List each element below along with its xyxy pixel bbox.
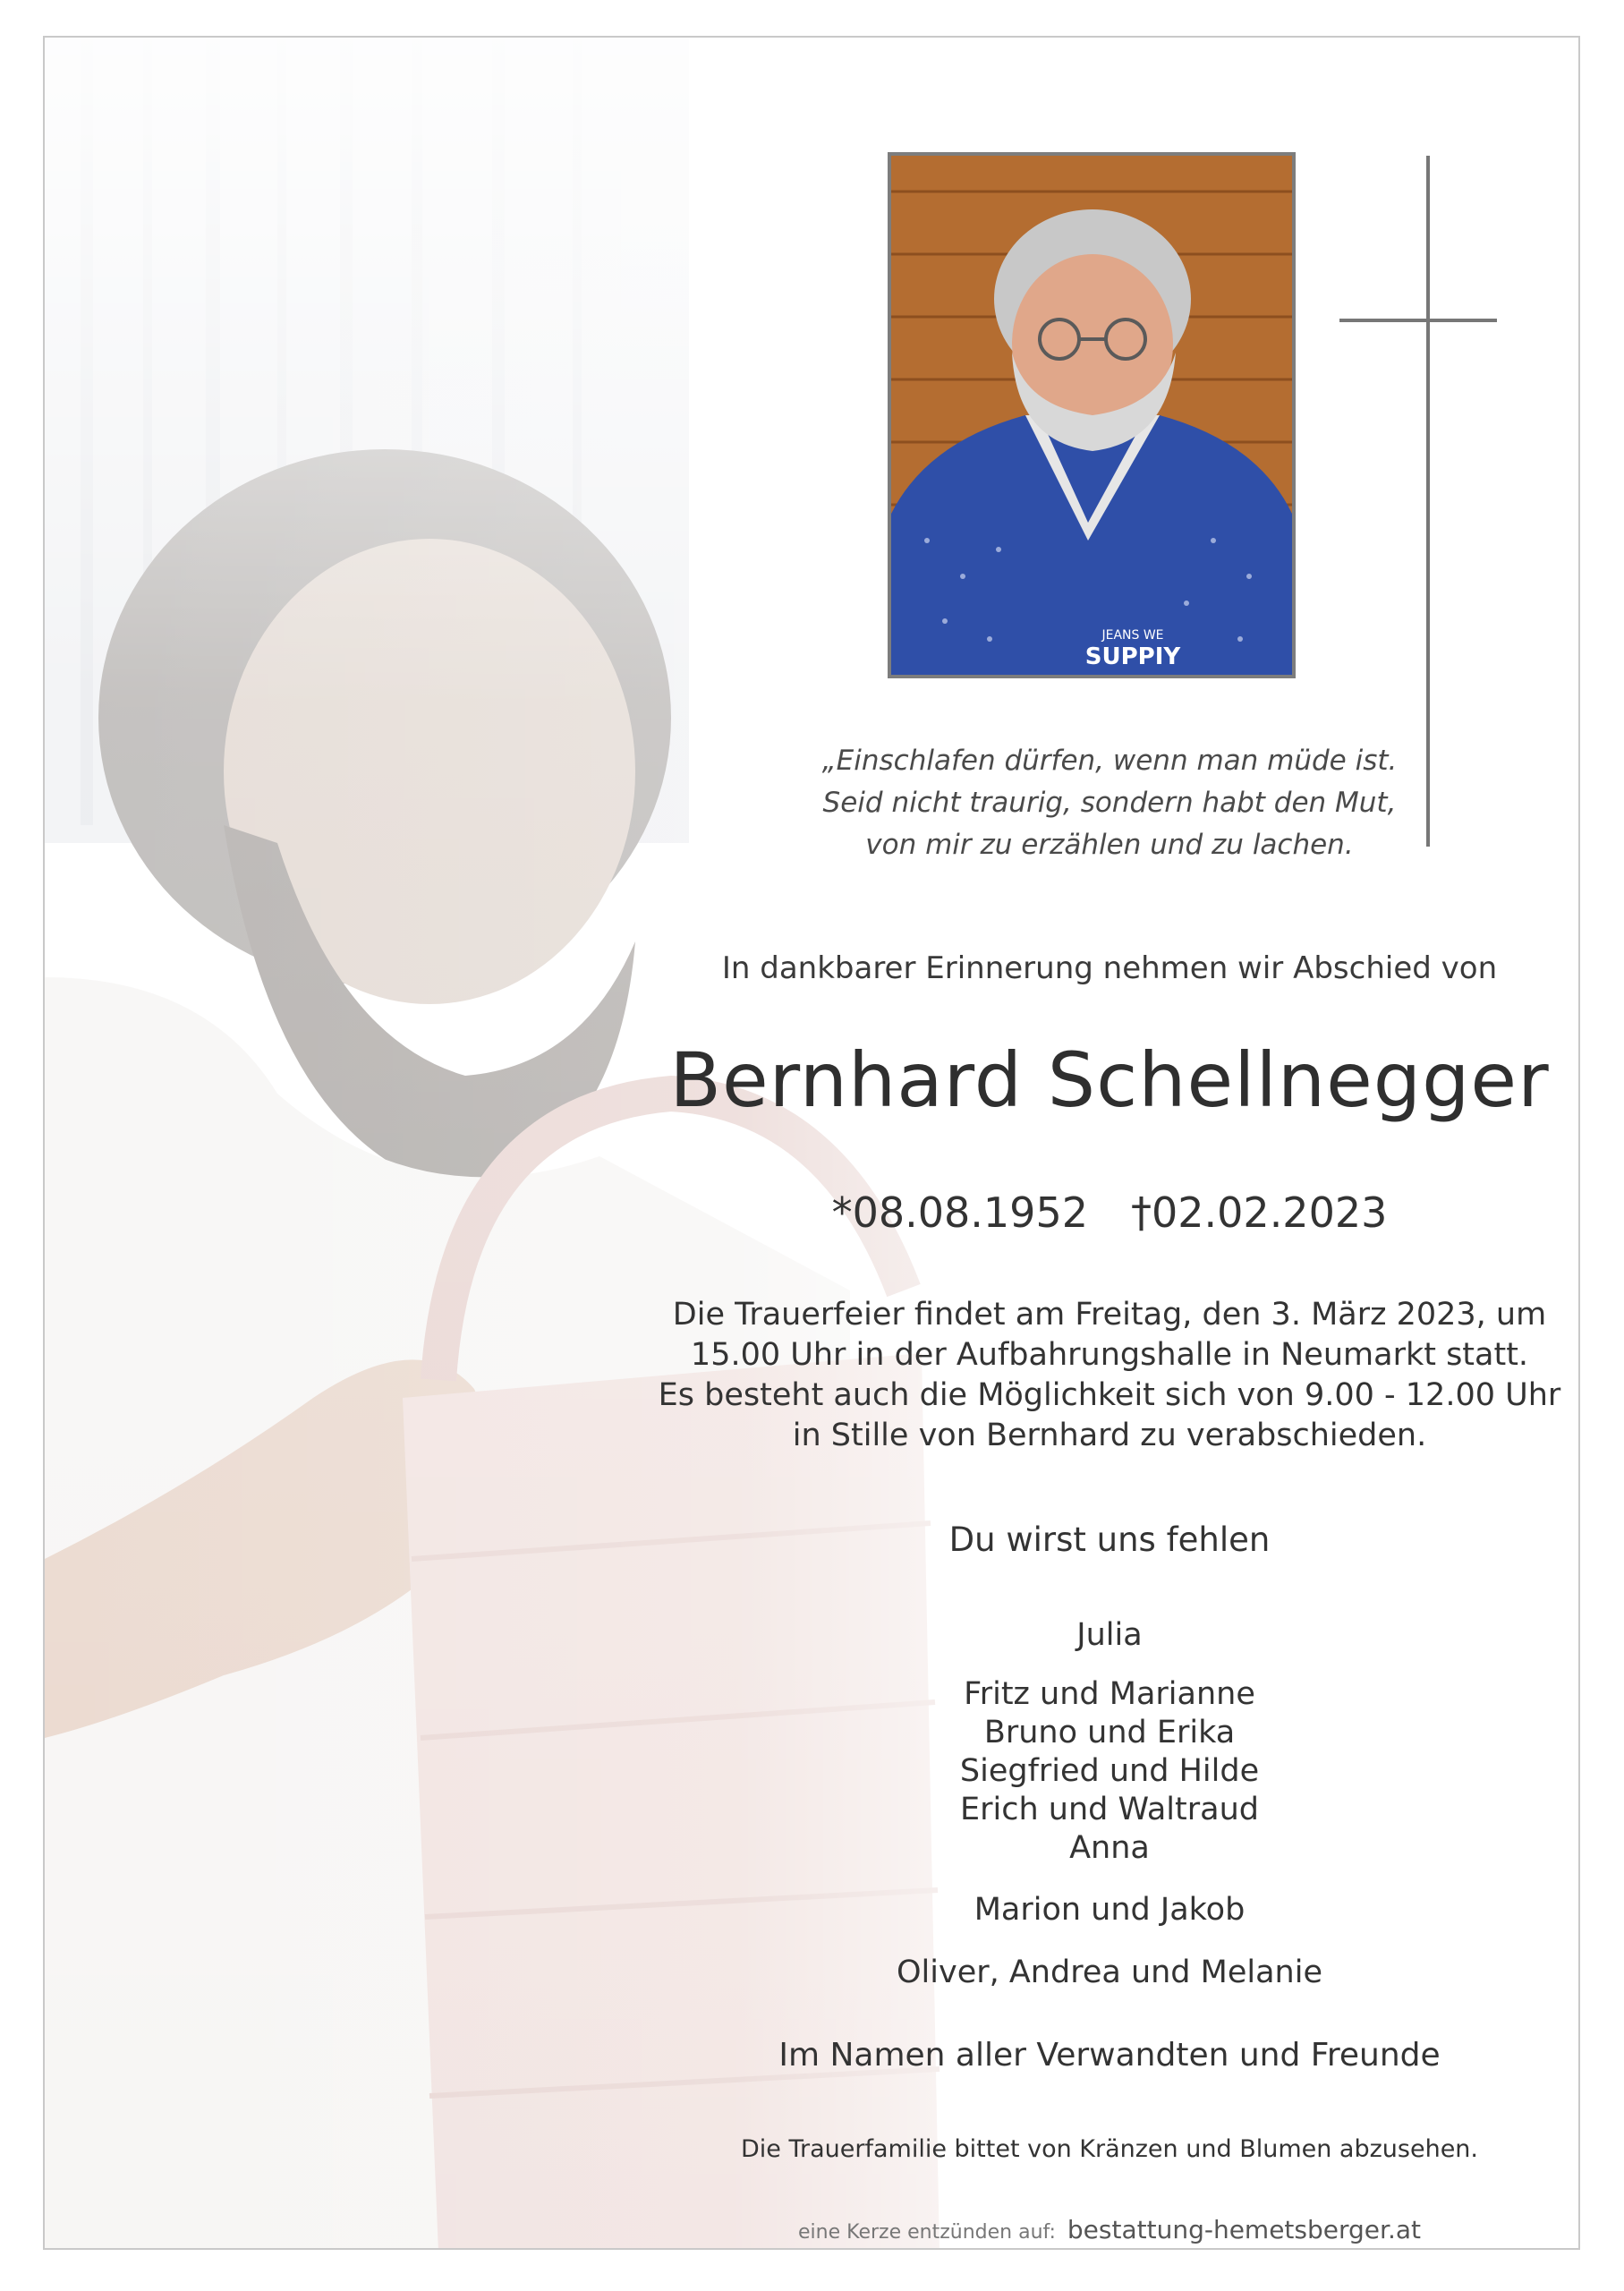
website-link[interactable]: bestattung-hemetsberger.at: [1067, 2215, 1421, 2244]
family-member: Erich und Waltraud: [960, 1792, 1259, 1827]
death-date: †02.02.2023: [1131, 1188, 1388, 1237]
shirt-text-large: SUPPIY: [1084, 643, 1181, 670]
quote-line: Seid nicht traurig, sondern habt den Mut,: [822, 787, 1397, 819]
family-group: [617, 1616, 1580, 1655]
flower-request: Die Trauerfamilie bittet von Kränzen und Blumen abzusehen.: [740, 2135, 1478, 2163]
family-member: Oliver, Andrea und Melanie: [896, 1955, 1322, 1990]
quote: [617, 740, 1580, 866]
intro-text: In dankbarer Erinnerung nehmen wir Abschied von: [721, 950, 1498, 986]
family-member: Marion und Jakob: [974, 1892, 1246, 1928]
life-dates: [617, 1183, 1580, 1242]
footer-prefix: eine Kerze entzünden auf:: [798, 2221, 1056, 2244]
family-signoff: Im Namen aller Verwandten und Freunde: [778, 2037, 1441, 2074]
family-member: Julia: [1076, 1617, 1143, 1653]
family-group: [617, 1954, 1580, 1992]
family-group: [617, 1675, 1580, 1868]
birth-date: *08.08.1952: [831, 1188, 1088, 1237]
family-member: Siegfried und Hilde: [959, 1753, 1260, 1789]
obituary-card: [43, 36, 1580, 2250]
ceremony-line: Die Trauerfeier findet am Freitag, den 3. März 2023, um: [672, 1297, 1547, 1333]
ceremony-line: in Stille von Bernhard zu verabschieden.: [792, 1418, 1427, 1453]
cross-icon-bar: [1339, 319, 1497, 322]
family-member: Anna: [1069, 1830, 1150, 1866]
farewell-text: Du wirst uns fehlen: [948, 1520, 1271, 1559]
quote-line: „Einschlafen dürfen, wenn man müde ist.: [821, 745, 1398, 777]
deceased-name: Bernhard Schellnegger: [669, 1036, 1550, 1124]
family-group: [617, 2036, 1580, 2074]
family-group: [617, 1891, 1580, 1929]
family-member: Fritz und Marianne: [964, 1676, 1255, 1712]
ceremony-line: Es besteht auch die Möglichkeit sich von 9.00 - 12.00 Uhr: [658, 1377, 1561, 1413]
footer: [617, 2212, 1580, 2250]
quote-line: von mir zu erzählen und zu lachen.: [865, 829, 1354, 861]
portrait-photo: [888, 152, 1296, 678]
family-member: Bruno und Erika: [983, 1715, 1236, 1750]
shirt-text-small: JEANS WE: [1101, 628, 1164, 643]
ceremony-line: 15.00 Uhr in der Aufbahrungshalle in Neumarkt statt.: [690, 1337, 1529, 1373]
ceremony-info: [617, 1295, 1580, 1456]
